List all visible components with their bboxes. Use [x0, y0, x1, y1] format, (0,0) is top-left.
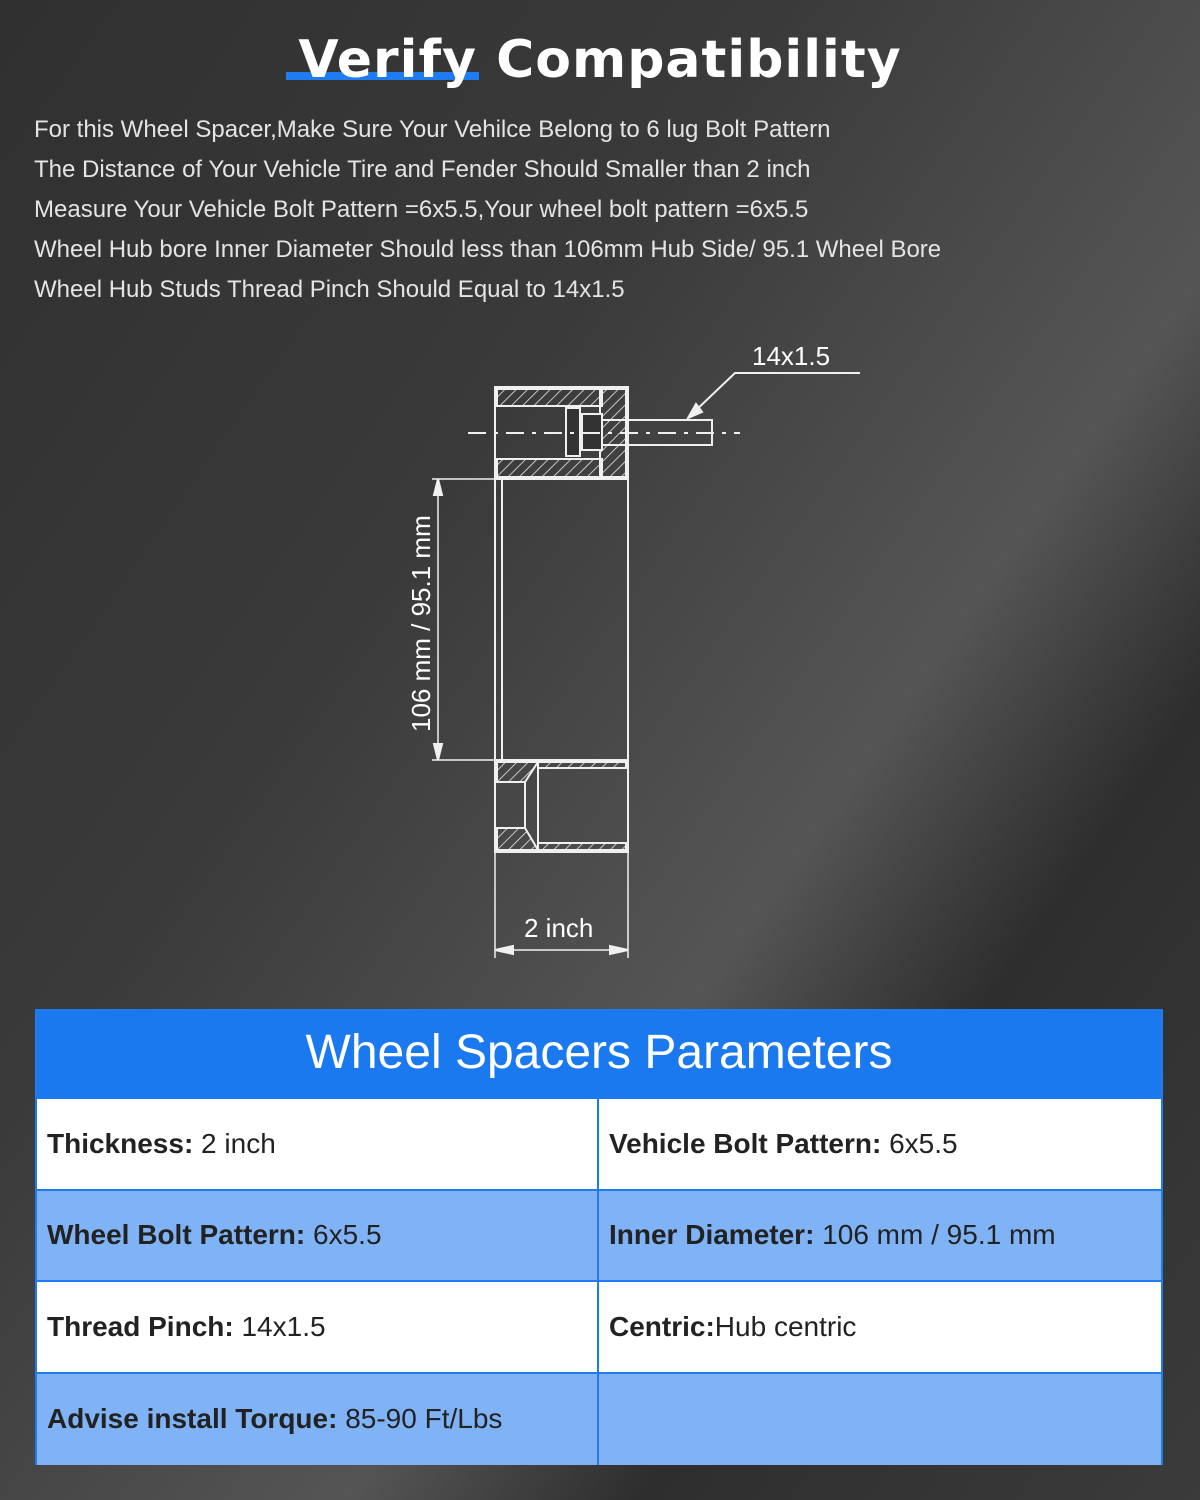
hatch-top-upper	[497, 389, 602, 406]
requirement-item: The Distance of Your Vehicle Tire and Fender Should Smaller than 2 inch	[34, 156, 811, 183]
hatch-bottom-top-strip	[538, 762, 626, 768]
hatch-bottom-bottom-strip	[538, 843, 626, 850]
requirement-item: Wheel Hub bore Inner Diameter Should less than 106mm Hub Side/ 95.1 Wheel Bore	[34, 236, 942, 263]
requirement-item: Measure Your Vehicle Bolt Pattern =6x5.5,Your wheel bolt pattern =6x5.5	[34, 196, 809, 223]
parameters-table	[35, 1009, 1163, 1465]
dim-arrow-down	[434, 744, 442, 760]
param-thread-pinch: Thread Pinch: 14x1.5	[37, 1282, 599, 1374]
parameters-title: Wheel Spacers Parameters	[37, 1011, 1161, 1099]
param-centric: Centric: Hub centric	[599, 1282, 1161, 1374]
param-thickness: Thickness: 2 inch	[37, 1099, 599, 1191]
spacer-bore	[495, 479, 628, 760]
thickness-label: 2 inch	[524, 913, 594, 943]
thread-label: 14x1.5	[752, 341, 831, 371]
title-highlight: Verify	[298, 30, 477, 90]
diameter-label: 106 mm / 95.1 mm	[406, 515, 436, 732]
param-wheel-bolt-pattern: Wheel Bolt Pattern: 6x5.5	[37, 1191, 599, 1283]
title-rest: Compatibility	[496, 30, 902, 90]
dim-arrow-right	[610, 946, 628, 954]
requirement-item: For this Wheel Spacer,Make Sure Your Vehilce Belong to 6 lug Bolt Pattern	[34, 116, 831, 143]
dim-arrow-left	[495, 946, 513, 954]
param-inner-diameter: Inner Diameter: 106 mm / 95.1 mm	[599, 1191, 1161, 1283]
param-vehicle-bolt-pattern: Vehicle Bolt Pattern: 6x5.5	[599, 1099, 1161, 1191]
dim-arrow-up	[434, 479, 442, 495]
thread-leader-line	[692, 373, 860, 414]
param-empty-cell	[599, 1374, 1161, 1466]
parameters-grid	[37, 1099, 1161, 1465]
hatch-bottom-lower	[497, 828, 538, 850]
requirement-item: Wheel Hub Studs Thread Pinch Should Equal to 14x1.5	[34, 276, 625, 303]
hatch-bottom-upper	[497, 762, 538, 782]
hatch-top-lower	[497, 459, 602, 477]
param-torque: Advise install Torque: 85-90 Ft/Lbs	[37, 1374, 599, 1466]
